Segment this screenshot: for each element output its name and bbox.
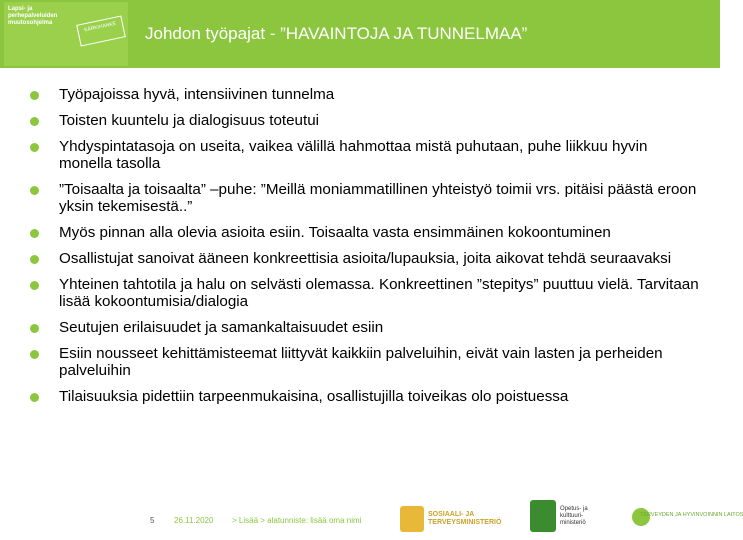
bullet-item <box>30 250 700 267</box>
logo-line-3: muutosohjelma <box>8 20 53 26</box>
bullet-dot-icon <box>30 229 39 238</box>
bullet-text: Yhteinen tahtotila ja halu on selvästi olemassa. Konkreettinen ”stepitys” puuttuu vielä. Tarvitaan lisää kokoontumisia/dialogia <box>59 276 699 310</box>
bullet-dot-icon <box>30 255 39 264</box>
bullet-dot-icon <box>30 324 39 333</box>
bullet-dot-icon <box>30 281 39 290</box>
okm-line-1: Opetus- ja <box>560 506 588 512</box>
bullet-dot-icon <box>30 186 39 195</box>
stm-line-1: SOSIAALI- JA <box>428 511 475 518</box>
bullet-text: Yhdyspintatasoja on useita, vaikea välillä hahmottaa mistä puhutaan, puhe liikkuu hyvin monella tasolla <box>59 138 648 172</box>
bullet-item <box>30 112 700 129</box>
footer <box>0 496 743 540</box>
bullet-item <box>30 181 700 215</box>
bullet-item <box>30 224 700 241</box>
logo-line-2: perhepalveluiden <box>8 13 58 19</box>
bullet-dot-icon <box>30 350 39 359</box>
bullet-text: Myös pinnan alla olevia asioita esiin. Toisaalta vasta ensimmäinen kokoontuminen <box>59 224 611 241</box>
bullet-dot-icon <box>30 393 39 402</box>
bullet-dot-icon <box>30 143 39 152</box>
bullet-text: Osallistujat sanoivat ääneen konkreettisia asioita/lupauksia, joita aikovat tehdä seuraavaksi <box>59 250 672 267</box>
bullet-item <box>30 86 700 103</box>
bullet-text: Toisten kuuntelu ja dialogisuus toteutui <box>59 112 320 129</box>
bullet-item <box>30 388 700 405</box>
bullet-item <box>30 345 700 379</box>
okm-logo-text <box>560 506 588 527</box>
stm-logo-text <box>428 511 501 527</box>
bullet-list <box>30 86 700 414</box>
thl-logo <box>632 504 743 534</box>
badge-text: KÄRKIHANKE <box>83 20 117 34</box>
bullet-text: Työpajoissa hyvä, intensiivinen tunnelma <box>59 86 335 103</box>
footer-date: 26.11.2020 <box>174 516 214 525</box>
thl-logo-text: TERVEYDEN JA HYVINVOINNIN LAITOS <box>640 512 743 518</box>
bullet-item <box>30 138 700 172</box>
bullet-text: Esiin nousseet kehittämisteemat liittyvät kaikkiin palveluihin, eivät vain lasten ja perheiden palveluihin <box>59 345 663 379</box>
stm-line-2: TERVEYSMINISTERIÖ <box>428 519 502 526</box>
bullet-text: Tilaisuuksia pidettiin tarpeenmukaisina, osallistujilla toiveikas olo poistuessa <box>59 388 569 405</box>
lion-icon <box>400 506 424 532</box>
logo-line-1: Lapsi- ja <box>8 6 33 12</box>
header-bar <box>0 0 720 68</box>
okm-logo <box>530 500 620 534</box>
bullet-dot-icon <box>30 117 39 126</box>
crest-icon <box>530 500 556 532</box>
stm-logo <box>400 504 516 534</box>
bullet-dot-icon <box>30 91 39 100</box>
bullet-text: Seutujen erilaisuudet ja samankaltaisuudet esiin <box>59 319 384 336</box>
bullet-item <box>30 319 700 336</box>
bullet-text: ”Toisaalta ja toisaalta” –puhe: ”Meillä moniammatillinen yhteistyö toimii vrs. pitäisi päästä eroon yksin tekemisestä..” <box>59 181 697 215</box>
page-number: 5 <box>150 516 155 525</box>
footer-note: > Lisää > alatunniste: lisää oma nimi <box>232 516 362 525</box>
page-title: Johdon työpajat - ”HAVAINTOJA JA TUNNELMAA” <box>145 24 528 43</box>
okm-line-3: ministeriö <box>560 520 586 526</box>
okm-line-2: kulttuuri- <box>560 513 584 519</box>
bullet-item <box>30 276 700 310</box>
